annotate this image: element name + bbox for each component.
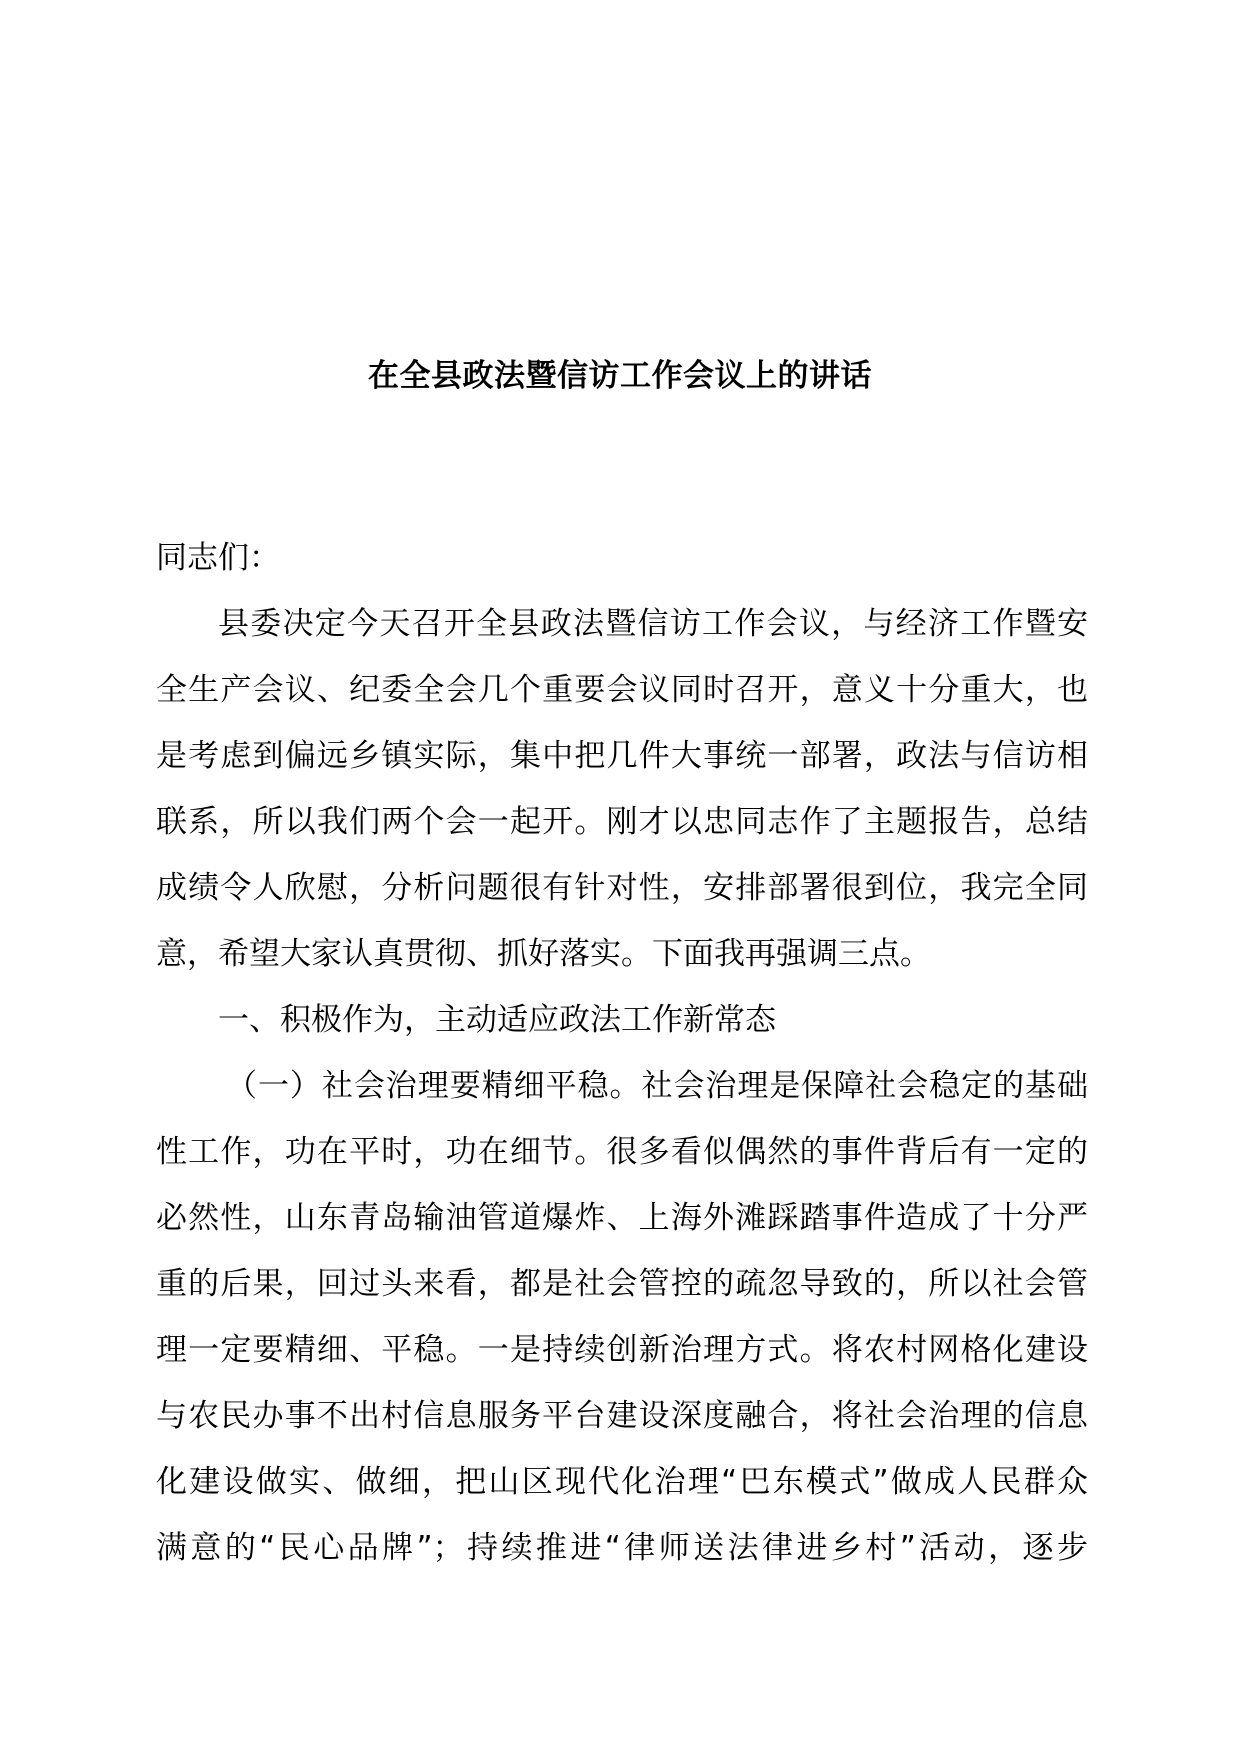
paragraph-line: 理一定要精细、平稳。一是持续创新治理方式。将农村网格化建设 (156, 1332, 1088, 1368)
paragraph-line: 全生产会议、纪委全会几个重要会议同时召开，意义十分重大，也 (156, 672, 1088, 708)
document-body (156, 525, 1088, 1581)
paragraph-line: 满意的“民心品牌”；持续推进“律师送法律进乡村”活动，逐步 (156, 1530, 1088, 1566)
paragraph-line: （一）社会治理要精细平稳。社会治理是保障社会稳定的基础 (226, 1068, 1088, 1104)
paragraph-line: 意，希望大家认真贯彻、抓好落实。下面我再强调三点。 (156, 936, 931, 972)
paragraph-line: 必然性，山东青岛输油管道爆炸、上海外滩踩踏事件造成了十分严 (156, 1200, 1088, 1236)
opening-paragraph (156, 591, 1088, 987)
paragraph-line: 化建设做实、做细，把山区现代化治理“巴东模式”做成人民群众 (156, 1464, 1088, 1500)
paragraph-line: 联系，所以我们两个会一起开。刚才以忠同志作了主题报告，总结 (156, 804, 1088, 840)
paragraph-line: 成绩令人欣慰，分析问题很有针对性，安排部署很到位，我完全同 (156, 870, 1088, 906)
paragraph-line: 与农民办事不出村信息服务平台建设深度融合，将社会治理的信息 (156, 1398, 1088, 1434)
section-heading: 一、积极作为，主动适应政法工作新常态 (218, 1002, 776, 1038)
salutation: 同志们： (156, 540, 280, 576)
paragraph-line: 重的后果，回过头来看，都是社会管控的疏忽导致的，所以社会管 (156, 1266, 1088, 1302)
document-title: 在全县政法暨信访工作会议上的讲话 (368, 358, 872, 394)
paragraph-line: 性工作，功在平时，功在细节。很多看似偶然的事件背后有一定的 (156, 1134, 1088, 1170)
paragraph-line: 是考虑到偏远乡镇实际，集中把几件大事统一部署，政法与信访相 (156, 738, 1088, 774)
subsection-paragraph (156, 1053, 1088, 1581)
paragraph-line: 县委决定今天召开全县政法暨信访工作会议，与经济工作暨安 (218, 606, 1088, 642)
